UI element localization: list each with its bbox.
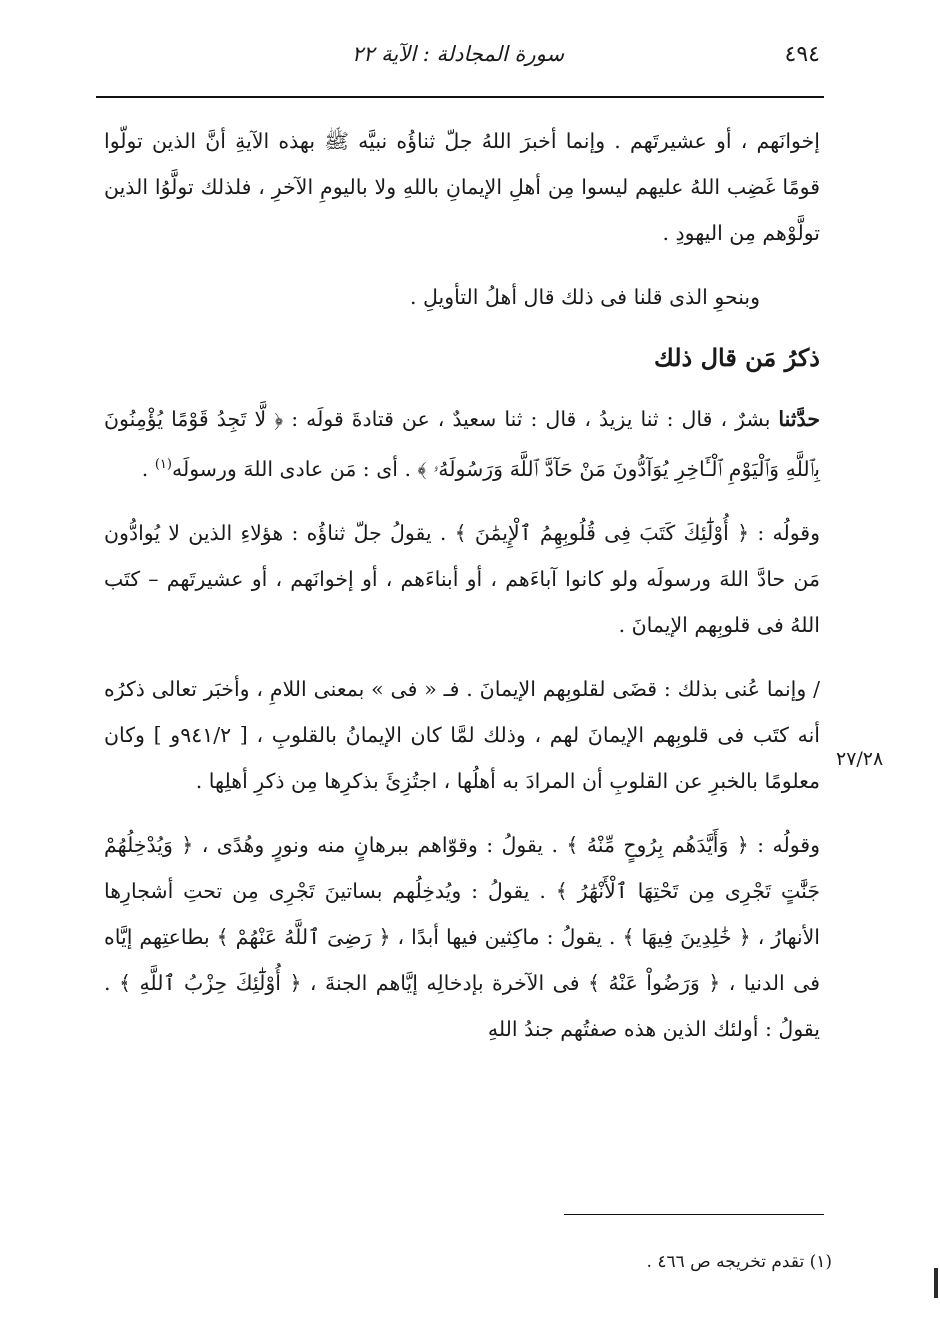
footnote-divider: [564, 1214, 824, 1215]
paragraph-3: وقولُه : ﴿ أُوْلَٰٓئِكَ كَتَبَ فِى قُلُوبِهِمُ ٱلْإِيمَٰنَ ﴾ . يقولُ جلّ ثناؤُه : هؤلاءِ الذين لا يُوادُّون مَن حادَّ اللهَ ورسولَه ولو كانوا آباءَهم ، أو أبناءَهم ، أو إخوانَهم ، أو عشيرتَهم – كتَب اللهُ فى قلوبِهم الإيمانَ .: [104, 520, 820, 637]
paragraph-4: / وإنما عُنى بذلك : قضَى لقلوبِهم الإيمانَ . فـ « فى » بمعنى اللامِ ، وأخبَر تعالى ذكرُه أنه كتَب فى قلوبِهم الإيمانَ لهم ، وذلك لمَّا كان الإيمانُ بالقلوبِ ، [ ٩٤١/٢و ] وكان معلومًا بالخبرِ عن القلوبِ أن المرادَ به أهلُها ، اجتُزِئَ بذكرِها مِن ذكرِ أهلِها .: [104, 676, 820, 793]
paragraph-2: وبنحوِ الذى قلنا فى ذلك قال أهلُ التأويلِ .: [409, 285, 760, 309]
footnote-marker: (١): [154, 457, 172, 472]
running-title: سورة المجادلة : الآية ٢٢: [351, 42, 565, 66]
paragraph-1: إخوانَهم ، أو عشيرتَهم . وإنما أخبرَ اللهُ جلّ ثناؤُه نبيَّه ﷺ بهذه الآيةِ أنَّ الذين تولّوا قومًا غَضِب اللهُ عليهم ليسوا مِن أهلِ الإيمانِ باللهِ ولا باليومِ الآخرِ ، فلذلك تولَّوُا الذين تولَّوْهم مِن اليهودِ .: [104, 129, 820, 245]
main-text: [104, 118, 820, 1070]
footnote: (١) تقدم تخريجه ص ٤٦٦ .: [646, 1252, 832, 1272]
margin-reference: ٢٧/٢٨: [836, 748, 884, 770]
hadith-end: .: [141, 456, 155, 481]
running-header: [96, 38, 820, 78]
section-heading: ذكرُ مَن قال ذلك: [654, 343, 820, 372]
hadith-lead: حدَّثنا: [778, 407, 820, 431]
hadith-text: بشرٌ ، قال : ثنا يزيدُ ، قال : ثنا سعيدٌ ، عن قتادةَ قولَه : ﴿ لَّا تَجِدُ قَوْمًا يُؤْمِنُونَ بِٱللَّهِ وَٱلْيَوْمِ ٱلْـَٔاخِرِ يُوَآدُّونَ مَنْ حَآدَّ ٱللَّهَ وَرَسُولَهُۥ ﴾ . أى : مَن عادى اللهَ ورسولَه: [104, 407, 820, 481]
scan-edge-mark: [934, 1268, 938, 1298]
page-number: ٤٩٤: [784, 42, 820, 67]
header-divider: [96, 96, 824, 98]
paragraph-5: وقولُه : ﴿ وَأَيَّدَهُم بِرُوحٍ مِّنْهُ ﴾ . يقولُ : وقوّاهم ببرهانٍ منه ونورٍ وهُدًى ، ﴿ وَيُدْخِلُهُمْ جَنَّٰتٍ تَجْرِى مِن تَحْتِهَا ٱلْأَنْهَٰرُ ﴾ . يقولُ : ويُدخِلُهم بساتينَ تَجْرِى مِن تحتِ أشجارِها الأنهارُ ، ﴿ خَٰلِدِينَ فِيهَا ﴾ . يقولُ : ماكِثين فيها أبدًا ، ﴿ رَضِىَ ٱللَّهُ عَنْهُمْ ﴾ بطاعتِهم إيَّاه فى الدنيا ، ﴿ وَرَضُواْ عَنْهُ ﴾ فى الآخرة بإدخالِه إيَّاهم الجنةَ ، ﴿ أُوْلَٰٓئِكَ حِزْبُ ٱللَّهِ ﴾ . يقولُ : أولئك الذين هذه صفتُهم جندُ اللهِ: [104, 832, 820, 1041]
hadith-paragraph: [104, 396, 820, 492]
